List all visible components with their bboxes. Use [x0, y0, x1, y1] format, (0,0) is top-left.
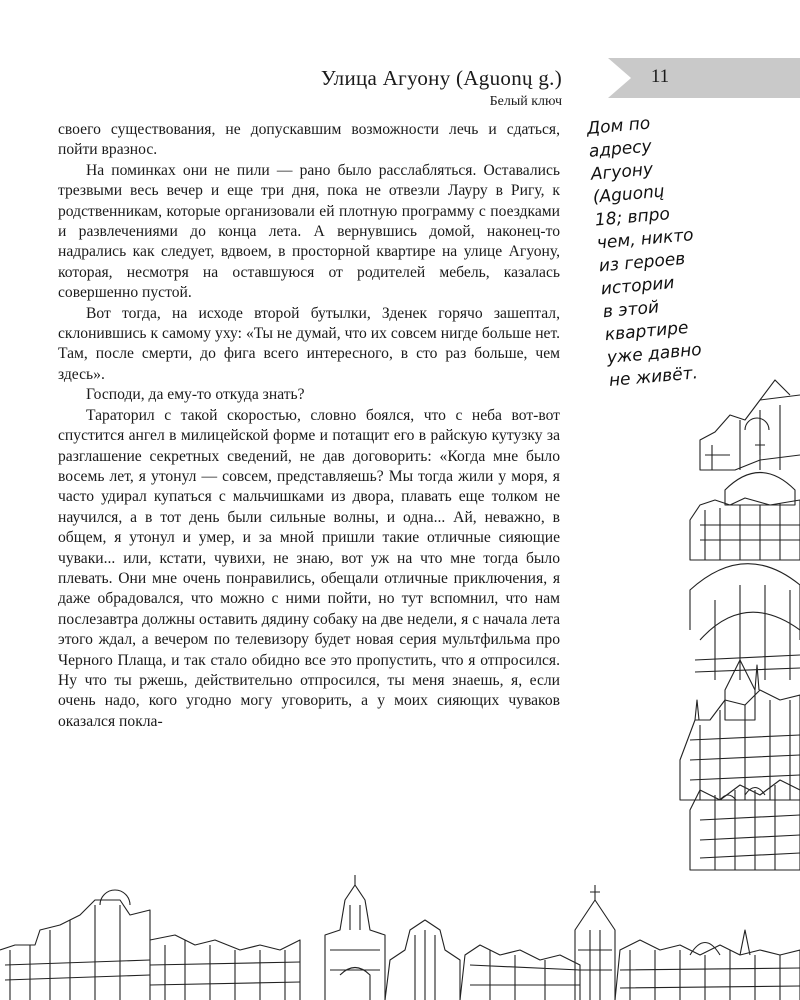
- note-line: истории: [600, 272, 676, 300]
- note-line: Дом по: [586, 113, 652, 139]
- paragraph: Тараторил с такой скоростью, словно боялся, что с неба вот-вот спустится ангел в милицейской форме и потащит его в райскую кутузку за разглашение секретных сведений, не дав договорить: «Когда мне было восемь лет, я утонул — совсем, представляешь? Мы тогда жили у моря, я часто удирал купаться с мальчишками из двора, плавать еще толком не научился, а в тот день были сильные волны, и одна... Ай, неважно, в общем, я утонул и умер, и за мной пришли такие отличные сияющие чуваки... или, кстати, чувихи, не знаю, вот уж на что мне тогда было плевать. Они мне очень понравились, обещали отличные приключения, я даже обрадовался, что можно с ними пойти, но тут вспомнил, что нам послезавтра должны оставить дядину собаку на две недели, я с начала лета этого ждал, а вечером по телевизору будет новая серия мультфильма про Черного Плаща, и так стало обидно все это пропустить, что я отпросился. Ну что ты ржешь, действительно отпросился, ты меня знаешь, я, если очень надо, кого угодно могу уговорить, а у моих сияющих чуваков оказался покла-: [58, 406, 560, 730]
- paragraph: На поминках они не пили — рано было расслабляться. Оставались трезвыми весь вечер и еще три дня, пока не отвезли Лауру в Ригу, к родственникам, которые организовали ей плотную программу с поездками и развлечениями до конца лета. А вернувшись домой, наконец-то надрались как следует, вдвоем, в просторной квартире на улице Агуону, которая, несмотря на оставшуюся от родителей мебель, казалась совершенно пустой.: [58, 161, 560, 302]
- note-line: адресу: [588, 136, 653, 162]
- note-line: в этой: [602, 297, 660, 323]
- note-line: Агуону: [590, 159, 654, 185]
- note-line: из героев: [598, 248, 687, 277]
- bottom-skyline-drawing: [0, 875, 800, 1000]
- paragraph: Вот тогда, на исходе второй бутылки, Зденек горячо зашептал, склонившись к самому уху: «Ты не думай, что их совсем нигде больше нет. Там, после смерти, до фига всего интересного, в сто раз больше, чем здесь».: [58, 304, 560, 383]
- note-line: квартире: [604, 317, 690, 346]
- running-subtitle: Белый ключ: [489, 94, 562, 109]
- note-line: чем, никто: [596, 225, 695, 254]
- running-title: Улица Агуону (Aguonų g.): [320, 66, 562, 90]
- note-line: уже давно: [606, 339, 703, 369]
- paragraph: своего существования, не допускавшим возможности лечь и сдаться, пойти вразнос.: [58, 121, 560, 159]
- paragraph: Господи, да ему-то откуда знать?: [86, 386, 305, 404]
- note-line: не живёт.: [608, 363, 699, 391]
- page-number: 11: [650, 66, 670, 87]
- right-towers-drawing: [680, 380, 800, 870]
- note-line: (Aguonų: [592, 181, 666, 208]
- note-line: 18; впро: [594, 204, 671, 231]
